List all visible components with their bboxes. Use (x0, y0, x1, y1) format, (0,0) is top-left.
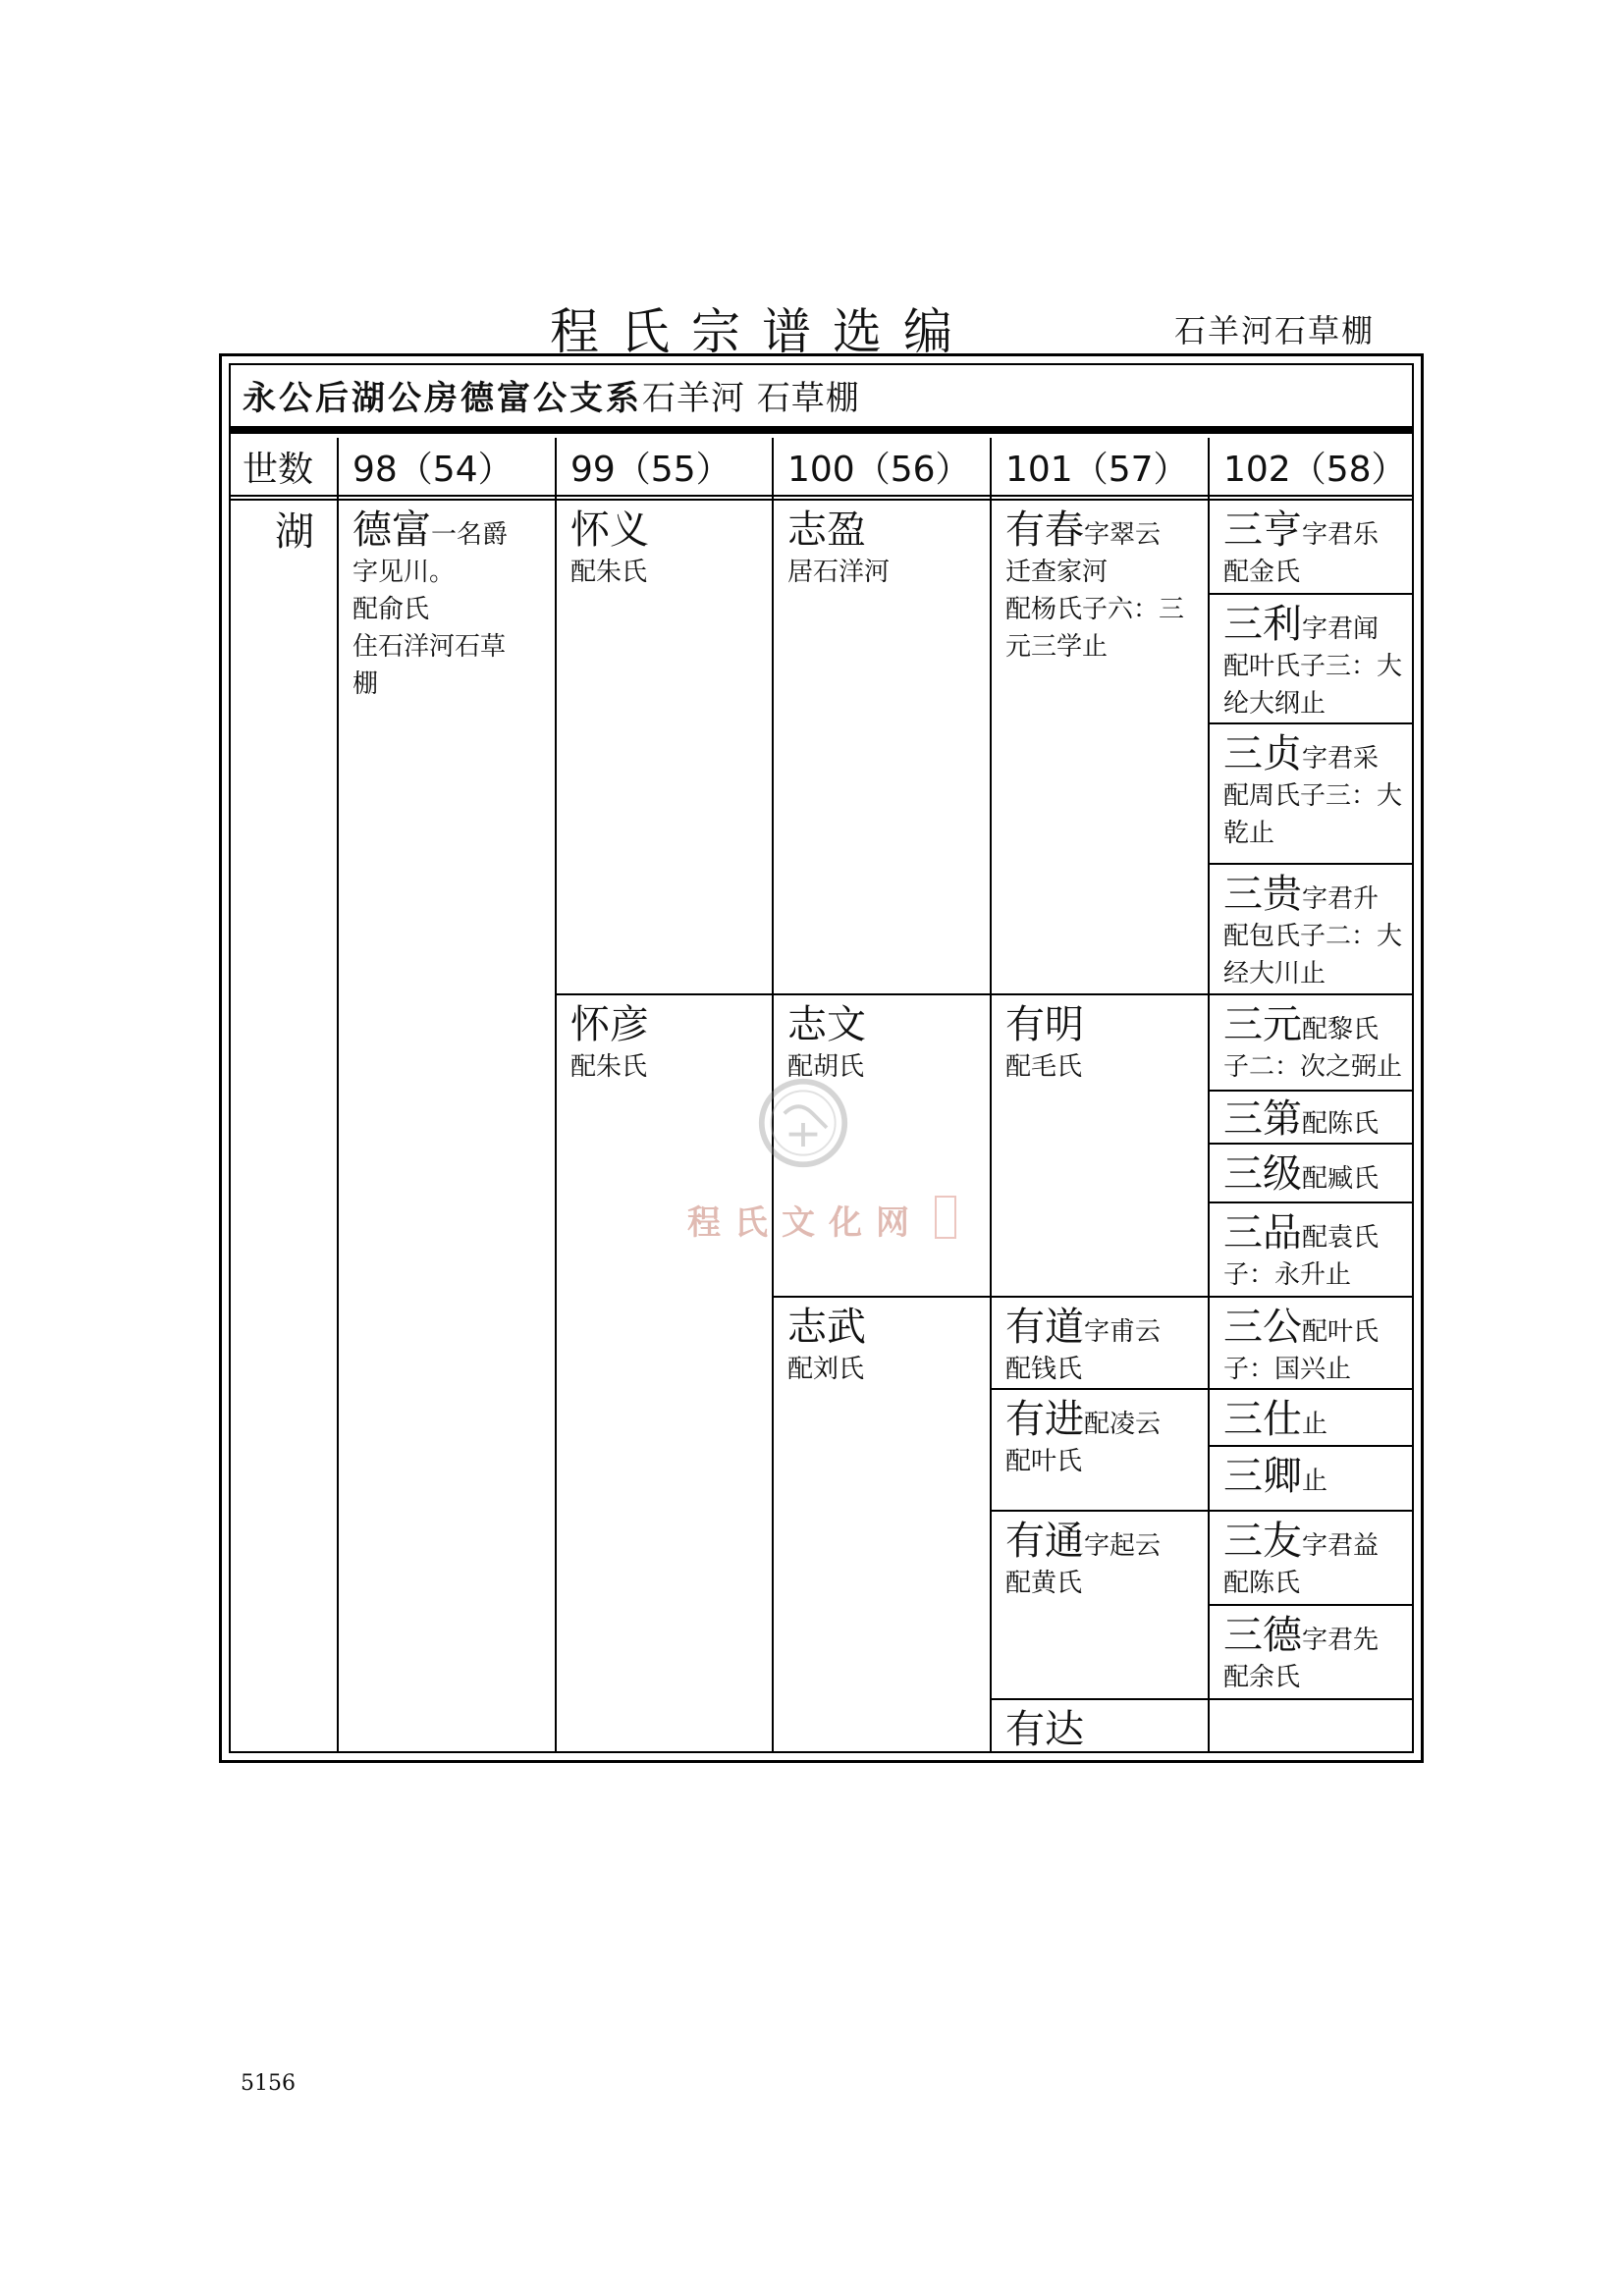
person-note: 配袁氏 (1302, 1223, 1380, 1253)
person-name: 德富 (352, 507, 431, 553)
branch-banner (229, 363, 1414, 434)
person-line: 元三学止 (1005, 632, 1109, 662)
person-line: 居石洋河 (787, 558, 891, 587)
person-zhiying (774, 503, 990, 591)
person-sandi (1210, 1092, 1414, 1143)
person-line: 配叶氏子三：大 (1223, 652, 1403, 681)
person-name: 有春 (1005, 507, 1084, 553)
banner-location: 石羊河 石草棚 (642, 378, 860, 418)
person-name: 志武 (787, 1305, 866, 1350)
person-line: 配朱氏 (570, 558, 648, 587)
person-sanqing (1210, 1449, 1414, 1500)
person-line: 配钱氏 (1005, 1355, 1083, 1384)
column-header-99: 99（55） (570, 449, 731, 490)
person-sande (1210, 1608, 1414, 1696)
person-line: 配叶氏 (1005, 1447, 1083, 1476)
person-note: 字君升 (1302, 884, 1380, 914)
person-sangui (1210, 867, 1414, 992)
person-note: 字君乐 (1302, 520, 1380, 550)
person-sanheng (1210, 503, 1414, 591)
person-line: 字见川。 (352, 558, 456, 587)
row-line-102-b (1208, 722, 1414, 724)
row-line-youjin (990, 1388, 1414, 1390)
person-note: 配黎氏 (1302, 1015, 1380, 1044)
person-youchun (992, 503, 1208, 666)
banner-branch-title: 永公后湖公房德富公支系 (243, 378, 642, 418)
person-youdao (992, 1300, 1208, 1388)
watermark-stamp-icon (935, 1196, 956, 1239)
person-name: 三级 (1223, 1151, 1302, 1197)
col-line-2 (555, 438, 557, 1753)
person-name: 三利 (1223, 602, 1302, 647)
person-name: 志盈 (787, 507, 866, 553)
person-line: 迁查家河 (1005, 558, 1109, 587)
person-line: 子：国兴止 (1223, 1355, 1352, 1384)
person-line: 配金氏 (1223, 558, 1301, 587)
person-sanyuan (1210, 997, 1414, 1086)
row-line-102-a (1208, 593, 1414, 595)
person-note: 字君闻 (1302, 614, 1380, 644)
person-note: 一名爵 (431, 520, 509, 550)
person-name: 志文 (787, 1002, 866, 1047)
header-divider-bottom (229, 499, 1414, 501)
person-line: 配刘氏 (787, 1355, 865, 1384)
person-note: 止 (1302, 1467, 1328, 1496)
person-note: 字甫云 (1084, 1317, 1162, 1347)
row-line-102-h (1208, 1604, 1414, 1606)
person-youming (992, 997, 1208, 1086)
person-zhiwen (774, 997, 990, 1086)
person-name: 三仕 (1223, 1397, 1302, 1442)
person-line: 乾止 (1223, 819, 1275, 848)
page-title: 程氏宗谱选编 (550, 303, 974, 360)
person-name: 三卿 (1223, 1454, 1302, 1499)
person-line: 住石洋河石草 (352, 632, 507, 662)
column-header-98: 98（54） (352, 449, 514, 490)
person-sanli (1210, 597, 1414, 722)
person-sanshi (1210, 1392, 1414, 1443)
person-line: 纶大纲止 (1223, 689, 1326, 719)
branch-label: 湖 (275, 509, 314, 555)
row-line-102-e (1208, 1143, 1414, 1145)
person-name: 三公 (1223, 1305, 1302, 1350)
person-line: 配包氏子二：大 (1223, 922, 1403, 951)
person-line: 子：永升止 (1223, 1260, 1352, 1290)
person-youjin (992, 1392, 1208, 1480)
person-name: 有达 (1005, 1707, 1084, 1752)
row-line-youtong (990, 1510, 1414, 1512)
person-line: 配朱氏 (570, 1052, 648, 1082)
person-note: 配叶氏 (1302, 1317, 1380, 1347)
header-divider (229, 495, 1414, 497)
person-name: 三友 (1223, 1519, 1302, 1564)
person-note: 字君益 (1302, 1531, 1380, 1561)
person-name: 怀义 (570, 507, 649, 553)
person-note: 字起云 (1084, 1531, 1162, 1561)
person-line: 配杨氏子六：三 (1005, 595, 1185, 624)
person-defu (339, 503, 555, 703)
person-name: 三贞 (1223, 731, 1302, 776)
row-line-zhiwu (772, 1296, 1414, 1298)
person-line: 配黄氏 (1005, 1569, 1083, 1598)
person-huaiyi (557, 503, 772, 591)
page-number: 5156 (241, 2071, 296, 2096)
person-note: 字翠云 (1084, 520, 1162, 550)
person-note: 配臧氏 (1302, 1164, 1380, 1194)
person-line: 配周氏子三：大 (1223, 781, 1403, 811)
watermark-seal-icon (756, 1076, 850, 1170)
place-name: 石羊河石草棚 (1174, 312, 1376, 349)
person-sanyou (1210, 1514, 1414, 1602)
person-line: 配胡氏 (787, 1052, 865, 1082)
person-sangong (1210, 1300, 1414, 1388)
column-header-gen: 世数 (243, 449, 314, 490)
person-note: 配凌云 (1084, 1410, 1162, 1439)
person-name: 三贵 (1223, 872, 1302, 917)
row-line-youda (990, 1698, 1414, 1700)
person-name: 三元 (1223, 1002, 1302, 1047)
row-line-102-g (1208, 1445, 1414, 1447)
person-note: 字君先 (1302, 1626, 1380, 1655)
person-sanji (1210, 1147, 1414, 1198)
person-name: 三亨 (1223, 507, 1302, 553)
person-note: 配陈氏 (1302, 1109, 1380, 1139)
person-line: 配俞氏 (352, 595, 430, 624)
person-note: 字君采 (1302, 744, 1380, 774)
person-youtong (992, 1514, 1208, 1602)
person-sanpin (1210, 1205, 1414, 1294)
column-header-101: 101（57） (1005, 449, 1189, 490)
person-zhiwu (774, 1300, 990, 1388)
person-name: 有进 (1005, 1397, 1084, 1442)
person-line: 棚 (352, 669, 379, 699)
column-header-102: 102（58） (1223, 449, 1407, 490)
person-name: 有道 (1005, 1305, 1084, 1350)
column-header-100: 100（56） (787, 449, 971, 490)
person-line: 配余氏 (1223, 1663, 1301, 1692)
person-name: 怀彦 (570, 1002, 649, 1047)
person-name: 有明 (1005, 1002, 1084, 1047)
person-huaiyan (557, 997, 772, 1086)
watermark-text: 程氏文化网 (687, 1203, 923, 1243)
person-note: 止 (1302, 1410, 1328, 1439)
row-line-huaiyan (555, 993, 1414, 995)
person-youda (992, 1702, 1208, 1753)
row-line-102-c (1208, 863, 1414, 865)
person-sanzhen (1210, 726, 1414, 852)
person-name: 三品 (1223, 1210, 1302, 1255)
person-name: 三第 (1223, 1096, 1302, 1142)
person-line: 子二：次之弼止 (1223, 1052, 1403, 1082)
row-line-102-f (1208, 1201, 1414, 1203)
person-name: 三德 (1223, 1613, 1302, 1658)
person-line: 配毛氏 (1005, 1052, 1083, 1082)
person-name: 有通 (1005, 1519, 1084, 1564)
person-line: 配陈氏 (1223, 1569, 1301, 1598)
person-line: 经大川止 (1223, 959, 1326, 988)
